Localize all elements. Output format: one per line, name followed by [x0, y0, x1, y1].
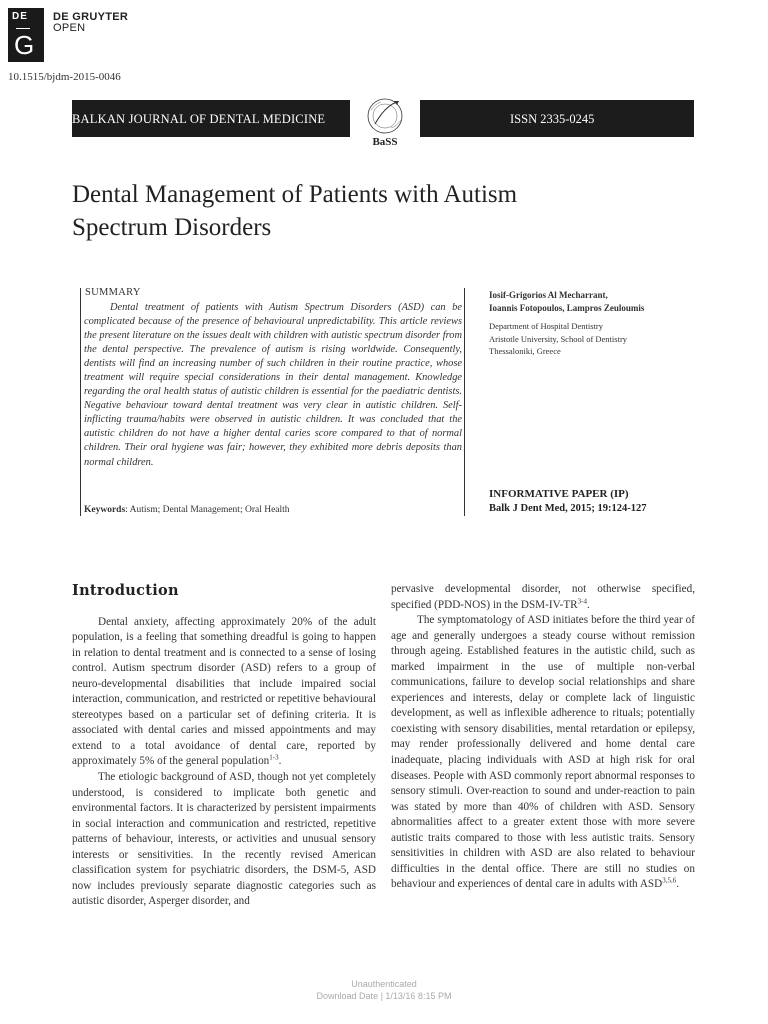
- intro-paragraph-3: [391, 613, 695, 893]
- footer-line-1: Unauthenticated: [351, 979, 417, 989]
- keywords-label: Keywords: [84, 505, 126, 515]
- reference-marker: 1-3: [269, 753, 279, 762]
- journal-name: BALKAN JOURNAL OF DENTAL MEDICINE: [72, 112, 326, 126]
- body-column-right: [391, 582, 695, 893]
- publisher-name-main: DE GRUYTER: [53, 11, 129, 23]
- publisher-name: [53, 12, 128, 34]
- body-column-left: [72, 583, 376, 910]
- paper-type: INFORMATIVE PAPER (IP): [489, 488, 629, 500]
- footer-line-2: Download Date | 1/13/16 8:15 PM: [316, 991, 452, 1001]
- society-acronym: BaSS: [372, 136, 398, 148]
- doi: 10.1515/bjdm-2015-0046: [8, 71, 121, 83]
- reference-marker: 3,5,6: [662, 876, 677, 885]
- section-heading-introduction: Introduction: [72, 582, 179, 599]
- intro-paragraph-2: The etiologic background of ASD, though not yet completely understood, is considered to implicate both genetic and environmental factors. It is characterized by persistent impairments in social interaction and communication and restricted, repetitive patterns of behaviour, interests, or activities and unusual sensory interests or sensitivities. In the recently revised American classification system for psychiatric disorders, the DSM-5, ASD now includes previously separate diagnostic categories such as autistic disorder, Asperger disorder, and: [72, 771, 376, 908]
- keywords-list: : Autism; Dental Management; Oral Health: [125, 505, 290, 515]
- summary-label: SUMMARY: [85, 287, 141, 298]
- society-seal: [350, 96, 420, 154]
- affiliation: [489, 320, 689, 358]
- intro-paragraph-1-end: .: [278, 755, 282, 768]
- logo-g: G: [14, 30, 35, 60]
- affiliation-line-2: Aristotle University, School of Dentistry: [489, 333, 628, 344]
- affiliation-line-3: Thessaloniki, Greece: [489, 346, 561, 356]
- intro-paragraph-1-text: Dental anxiety, affecting approximately 20% of the adult population, is a feeling that something dreadful is going to happen in relation to dental treatment and is connected to a sense of losing control. Autism spectrum disorder (ASD) refers to a group of neuro-developmental disabilities that include impaired social interaction, communication, and restricted or repetitive behavioural stereotypes based on a particular set of defining criteria. It is associated with dental caries and missed appointments and may extend to a total avoidance of dental care, reported by approximately 5% of the general population: [72, 615, 376, 768]
- publisher-name-sub: OPEN: [53, 22, 86, 34]
- seal-icon: [361, 96, 409, 138]
- download-footer: [0, 978, 768, 1002]
- authors: [489, 289, 689, 314]
- issn: ISSN 2335-0245: [510, 112, 595, 126]
- logo-divider: [16, 28, 30, 29]
- summary-text: Dental treatment of patients with Autism Spectrum Disorders (ASD) can be complicated because of the presence of behavioural unpredictability. This article reviews the present literature on the issues dealt with children with autistic spectrum disorder from the dental perspective. The prevalence of autism is rising worldwide. Consequently, dentists will find an increasing number of such children in their routine practice, whose treatment will require special considerations in their dental management. Knowledge regarding the oral health status of autistic children is essential for the paediatric dentists. Negative behaviour toward dental treatment was very clear in autistic children. Self-inflicting trauma/habits were observed in autistic children. It was concluded that the autistic children do not have a higher dental caries score compared to that of normal children. Their oral hygiene was fair; however, they exhibited more debris deposits than normal children.: [84, 302, 462, 468]
- publisher-logo: [8, 8, 44, 62]
- authors-line-1: Iosif-Grigorios Al Mecharrant,: [489, 290, 608, 300]
- authors-line-2: Ioannis Fotopoulos, Lampros Zeuloumis: [489, 302, 645, 313]
- intro-paragraph-2-continued: [391, 582, 695, 613]
- intro-paragraph-3-end: .: [676, 878, 680, 891]
- intro-paragraph-2-continued-end: .: [587, 598, 590, 611]
- intro-paragraph-3-text: The symptomatology of ASD initiates before the third year of age and generally undergoes a steady course without remission through ageing. Established features in the autistic child, such as marked impairment in the use of multiple non-verbal communications, failure to develop social relationships and share experiences and interests, delay or complete lack of linguistic development, as well as inflexible adherence to rituals; potentially coexisting with sensory disabilities, mental retardation or epilepsy, may render professionally delivered and home dental care inadequate, placing individuals with ASD at high risk for oral diseases. People with ASD commonly report abnormal responses to sensory stimuli. Over-reaction to sound and under-reaction to pain was stated by more than 40% of children with ASD. Sensory abnormalities affect to a greater extent those with more severe autistic traits compared to those with less autistic traits. Sensory sensitivities in children with ASD are also related to behaviour difficulties in the dental office. There are still no studies on behaviour and experiences of dental care in adults with ASD: [391, 614, 695, 891]
- reference-marker: 3-4: [577, 596, 587, 605]
- affiliation-line-1: Department of Hospital Dentistry: [489, 321, 604, 331]
- intro-paragraph-2-continued-text: pervasive developmental disorder, not otherwise specified, specified (PDD-NOS) in the DSM-IV-TR: [391, 583, 695, 611]
- article-title: Dental Management of Patients with Autism Spectrum Disorders: [72, 181, 518, 241]
- intro-paragraph-1: [72, 615, 376, 770]
- citation: Balk J Dent Med, 2015; 19:124-127: [489, 503, 647, 514]
- keywords: [84, 505, 462, 515]
- logo-de: DE: [12, 11, 28, 22]
